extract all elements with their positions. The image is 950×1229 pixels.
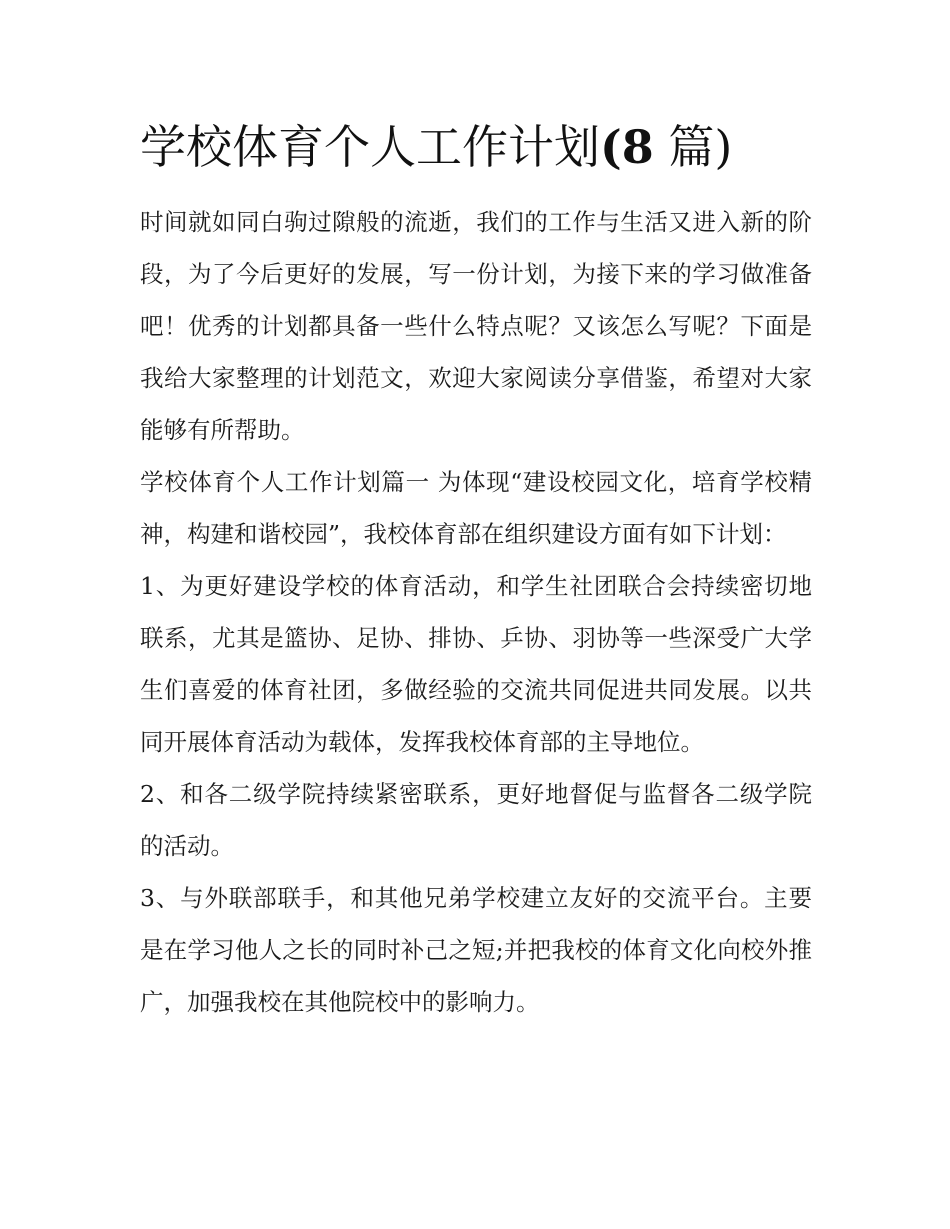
document-title [140,112,840,182]
plan-item-1: 1、为更好建设学校的体育活动，和学生社团联合会持续密切地联系，尤其是篮协、足协、排协、乒协、羽协等一些深受广大学生们喜爱的体育社团，多做经验的交流共同促进共同发展。以共同开展体育活动为载体，发挥我校体育部的主导地位。 [140,572,812,756]
section-one-paragraph: 学校体育个人工作计划篇一 为体现“建设校园文化，培育学校精神，构建和谐校园”，我校体育部在组织建设方面有如下计划： [140,468,812,548]
plan-item-3: 3、与外联部联手，和其他兄弟学校建立友好的交流平台。主要是在学习他人之长的同时补己之短;并把我校的体育文化向校外推广，加强我校在其他院校中的影响力。 [140,884,812,1016]
intro-paragraph: 时间就如同白驹过隙般的流逝，我们的工作与生活又进入新的阶段，为了今后更好的发展，写一份计划，为接下来的学习做准备吧！优秀的计划都具备一些什么特点呢？又该怎么写呢？下面是我给大家整理的计划范文，欢迎大家阅读分享借鉴，希望对大家能够有所帮助。 [140,208,812,444]
title-end-text: 篇) [668,120,733,174]
title-main-text: 学校体育个人工作计划 [140,120,600,174]
plan-item-2: 2、和各二级学院持续紧密联系，更好地督促与监督各二级学院的活动。 [140,780,812,860]
title-count-text: (8 [600,120,654,174]
document-body [140,196,812,1028]
